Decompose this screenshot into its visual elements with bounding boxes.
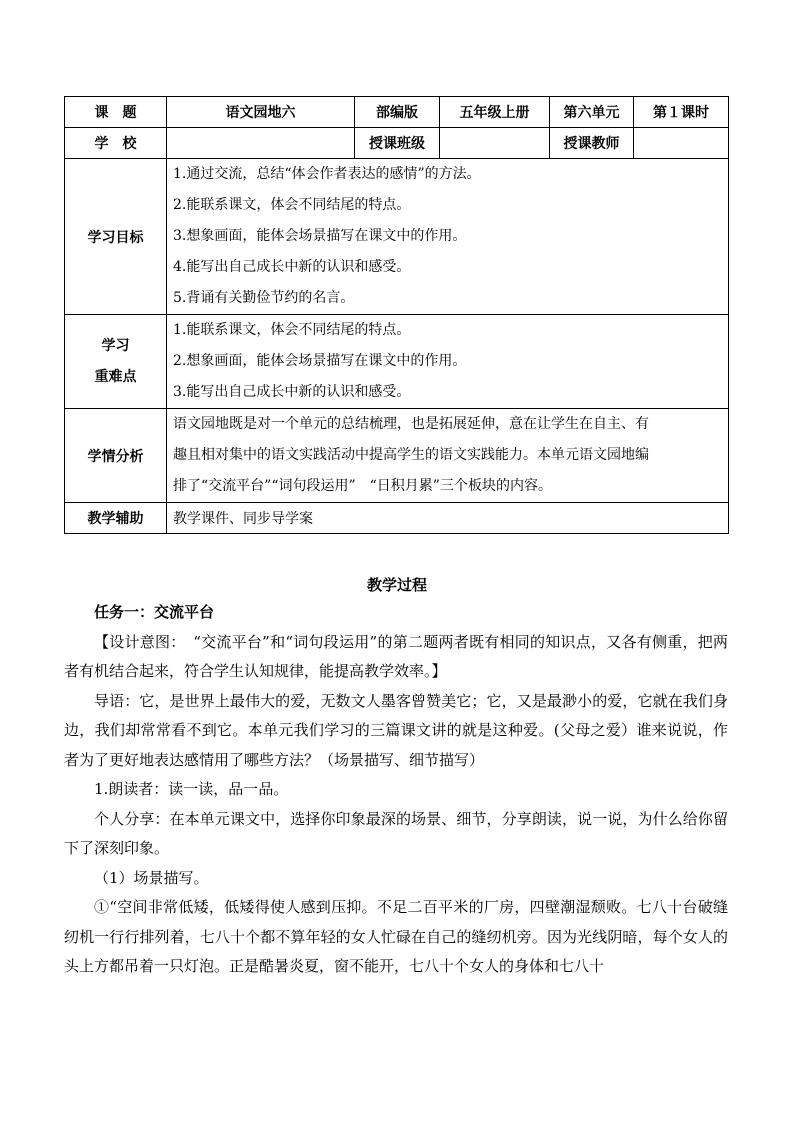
row-key-points bbox=[65, 315, 729, 409]
class-value bbox=[440, 128, 550, 159]
label-topic: 课 题 bbox=[65, 97, 167, 128]
section-title: 教学过程 bbox=[366, 576, 427, 594]
goal-item: 5.背诵有关勤俭节约的名言。 bbox=[173, 290, 355, 306]
row-school bbox=[65, 128, 729, 159]
analysis-line: 趣且相对集中的语文实践活动中提高学生的语文实践能力。本单元语文园地编 bbox=[173, 447, 649, 463]
edition: 部编版 bbox=[355, 97, 440, 128]
key-points-list bbox=[167, 315, 729, 409]
label-key-points-line1: 学习 bbox=[101, 337, 130, 354]
row-analysis bbox=[65, 409, 729, 503]
row-goals bbox=[65, 159, 729, 315]
label-analysis: 学情分析 bbox=[65, 409, 167, 503]
analysis-line: 语文园地既是对一个单元的总结梳理，也是拓展延伸，意在让学生在自主、有 bbox=[173, 416, 649, 432]
label-class: 授课班级 bbox=[355, 128, 440, 159]
unit: 第六单元 bbox=[550, 97, 634, 128]
goal-item: 4.能写出自己成长中新的认识和感受。 bbox=[173, 259, 411, 275]
analysis-text bbox=[167, 409, 729, 503]
analysis-line: 排了“交流平台”“词句段运用” “日积月累”三个板块的内容。 bbox=[173, 478, 552, 494]
lesson-title: 语文园地六 bbox=[167, 97, 355, 128]
lesson-number: 第１课时 bbox=[634, 97, 729, 128]
goal-item: 1.通过交流，总结“体会作者表达的感情”的方法。 bbox=[173, 166, 481, 182]
sub-heading: （1）场景描写。 bbox=[94, 868, 209, 887]
teacher-value bbox=[634, 128, 729, 159]
key-point-item: 3.能写出自己成长中新的认识和感受。 bbox=[173, 384, 411, 400]
lesson-info-table bbox=[64, 96, 729, 534]
intro-paragraph: 导语：它，是世界上最伟大的爱，无数文人墨客曾赞美它；它，又是最渺小的爱，它就在我们身边，我们却常常看不到它。本单元我们学习的三篇课文讲的就是这种爱。(父母之爱）谁来说说，作者为了更好地表达感情用了哪些方法？（场景描写、细节描写） bbox=[64, 691, 728, 769]
step-heading: 1.朗读者：读一读，品一品。 bbox=[94, 780, 289, 798]
goal-item: 2.能联系课文，体会不同结尾的特点。 bbox=[173, 197, 411, 213]
row-topic bbox=[65, 97, 729, 128]
label-key-points bbox=[65, 315, 167, 409]
goal-item: 3.想象画面，能体会场景描写在课文中的作用。 bbox=[173, 228, 467, 244]
key-point-item: 1.能联系课文，体会不同结尾的特点。 bbox=[173, 322, 411, 338]
process-body bbox=[64, 598, 728, 982]
share-paragraph: 个人分享：在本单元课文中，选择你印象最深的场景、细节，分享朗读，说一说，为什么给你留下了深刻印象。 bbox=[64, 809, 728, 857]
label-goals: 学习目标 bbox=[65, 159, 167, 315]
row-aids bbox=[65, 503, 729, 534]
goals-list bbox=[167, 159, 729, 315]
key-point-item: 2.想象画面，能体会场景描写在课文中的作用。 bbox=[173, 353, 467, 369]
grade: 五年级上册 bbox=[440, 97, 550, 128]
task-heading: 任务一：交流平台 bbox=[94, 603, 215, 621]
label-teacher: 授课教师 bbox=[550, 128, 634, 159]
design-intent: 【设计意图： “交流平台”和“词句段运用”的第二题两者既有相同的知识点，又各有侧重，把两者有机结合起来，符合学生认知规律，能提高教学效率。】 bbox=[64, 632, 728, 680]
label-aids: 教学辅助 bbox=[65, 503, 167, 534]
label-school: 学 校 bbox=[65, 128, 167, 159]
aids-value: 教学课件、同步导学案 bbox=[167, 503, 729, 534]
school-value bbox=[167, 128, 355, 159]
label-key-points-line2: 重难点 bbox=[94, 368, 137, 385]
quote-paragraph: ①“空间非常低矮，低矮得使人感到压抑。不足二百平米的厂房，四壁潮湿颓败。七八十台破缝纫机一行行排列着，七八十个都不算年轻的女人忙碌在自己的缝纫机旁。因为光线阴暗，每个女人的头上方都吊着一只灯泡。正是酷暑炎夏，窗不能开，七八十个女人的身体和七八十 bbox=[64, 898, 728, 975]
